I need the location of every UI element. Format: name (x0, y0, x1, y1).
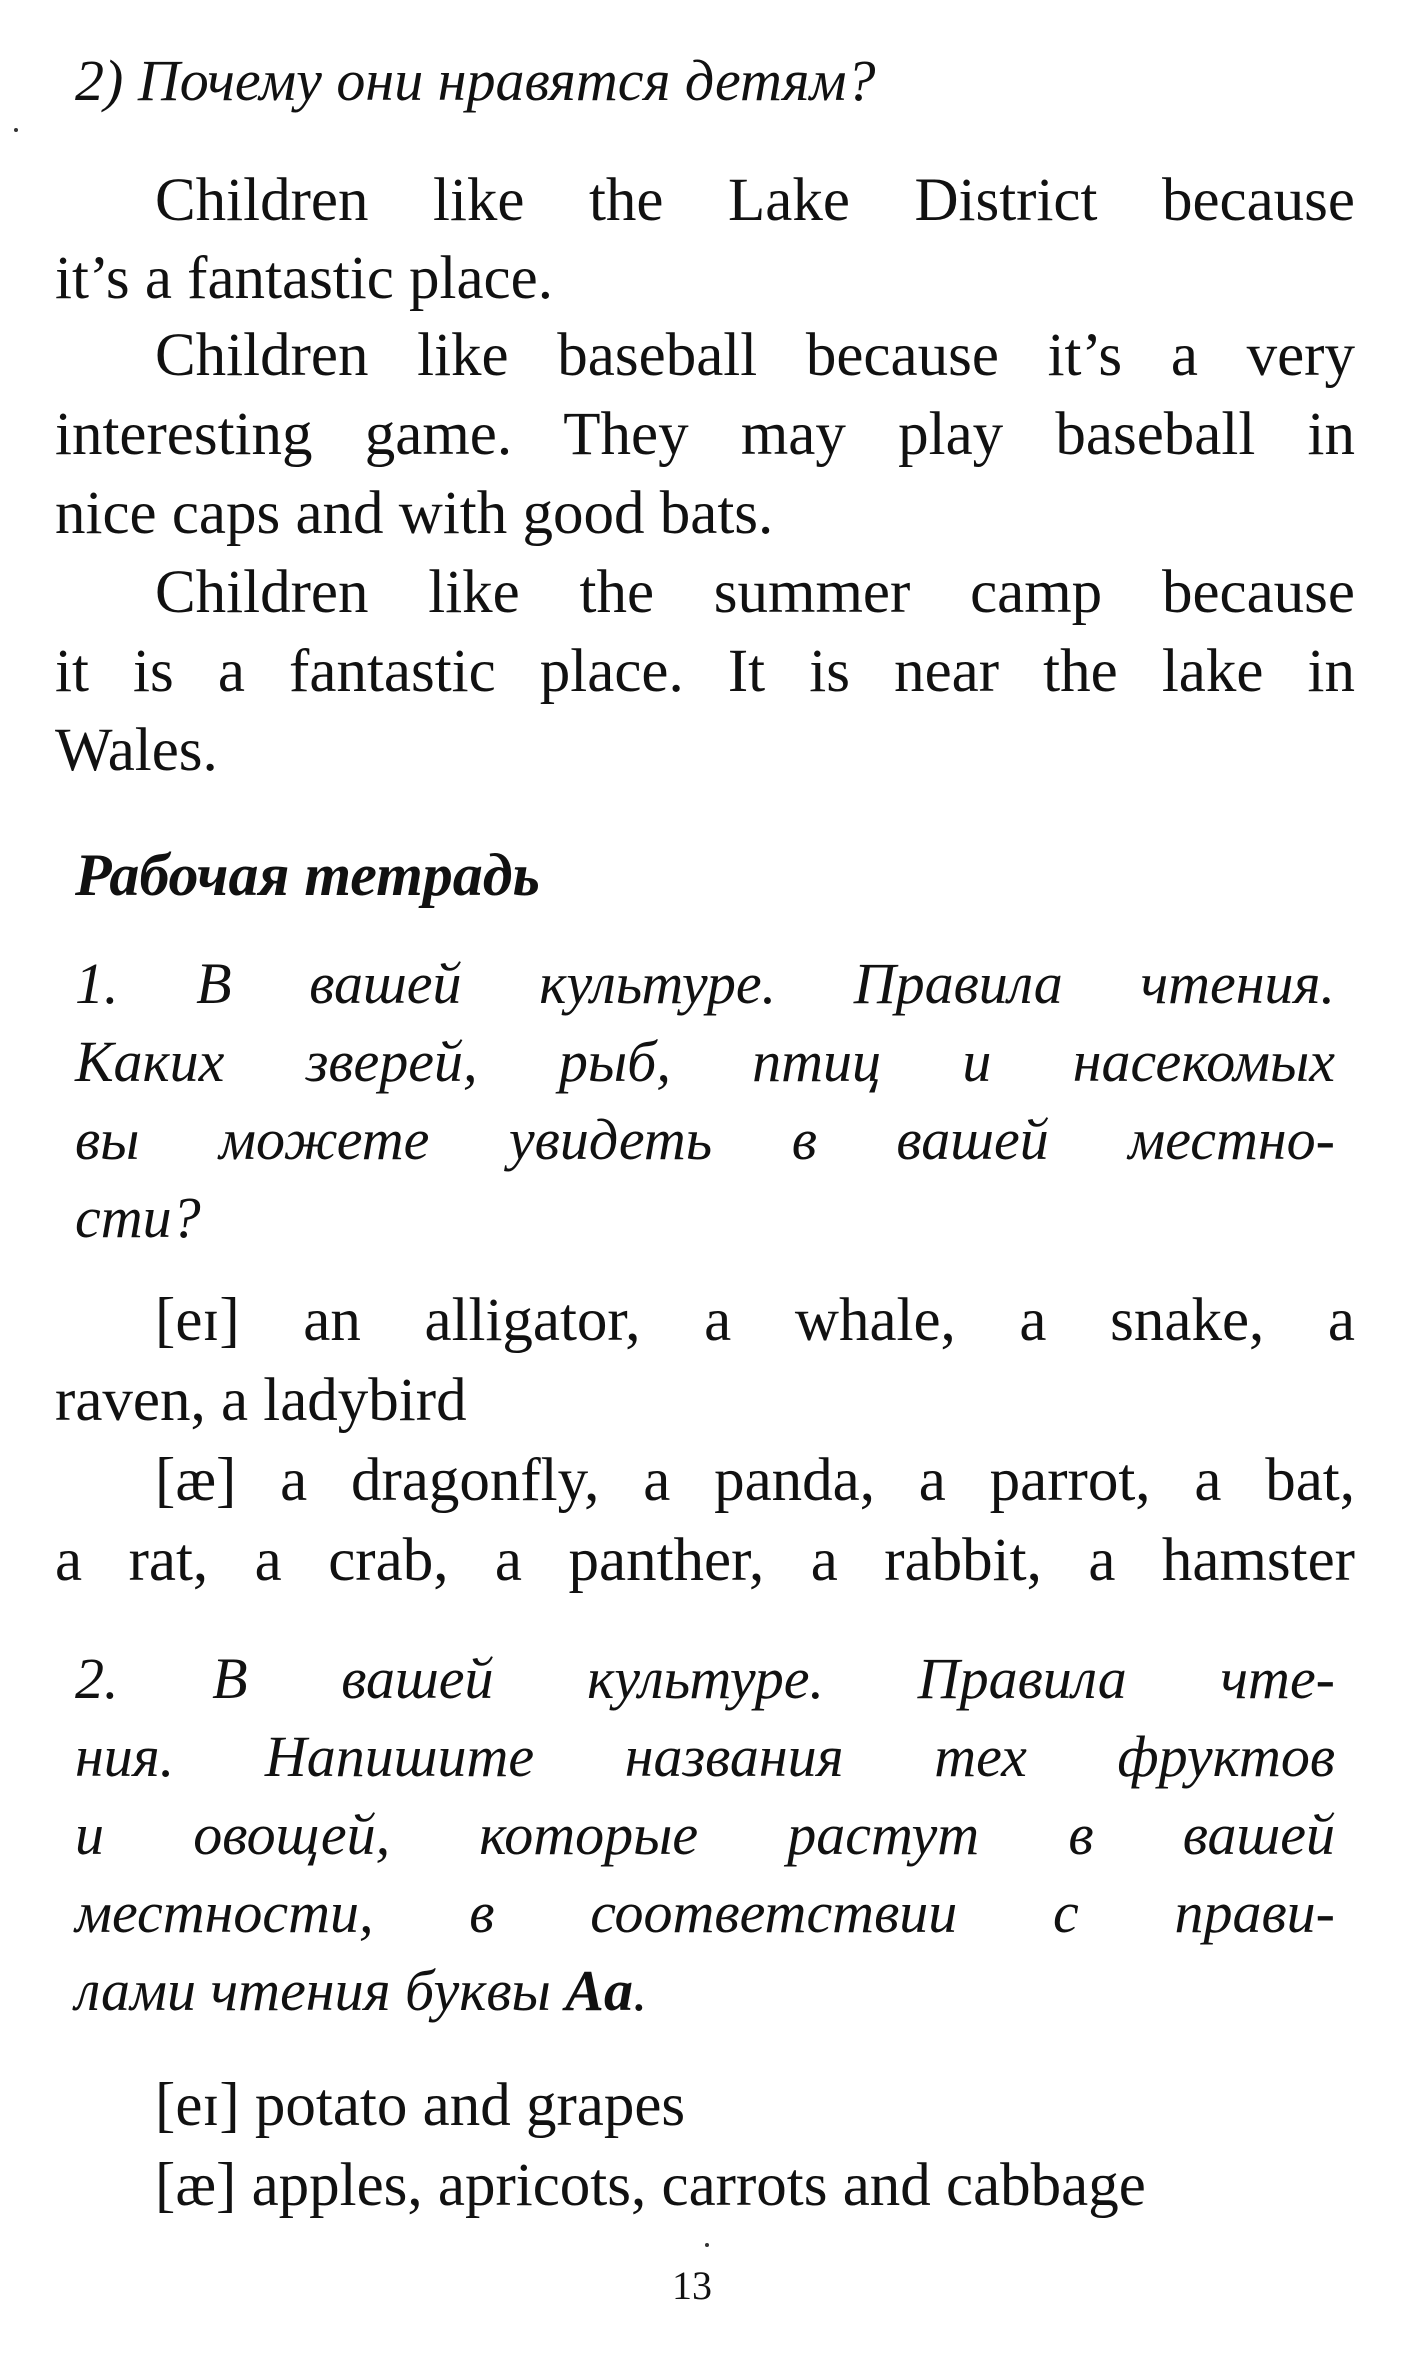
task-2-line: местности, в соответствии с прави- (75, 1880, 1335, 1945)
paragraph-line: Children like baseball because it’s a very (155, 322, 1355, 389)
task-1-line: Каких зверей, рыб, птиц и насекомых (75, 1029, 1335, 1094)
answer-ae-line: [æ] apples, apricots, carrots and cabbage (155, 2152, 1146, 2219)
answer-ae-line: a rat, a crab, a panther, a rabbit, a hamster (55, 1527, 1355, 1594)
task-2-line: 2. В вашей культуре. Правила чте- (75, 1646, 1335, 1711)
paragraph-line: Children like the Lake District because (155, 167, 1355, 234)
task-1-line: вы можете увидеть в вашей местно- (75, 1107, 1335, 1172)
task-2-line: ния. Напишите названия тех фруктов (75, 1724, 1335, 1789)
task-2-line: и овощей, которые растут в вашей (75, 1802, 1335, 1867)
paragraph-line: Children like the summer camp because (155, 559, 1355, 626)
answer-ei-line: raven, a ladybird (55, 1367, 467, 1434)
question-2-title: 2) Почему они нравятся детям? (75, 48, 876, 113)
answer-ei-line: [eɪ] potato and grapes (155, 2072, 686, 2139)
paragraph-line: it’s a fantastic place. (55, 245, 553, 312)
task-1-line: сти? (75, 1185, 201, 1250)
paragraph-line: Wales. (55, 717, 218, 784)
task-2-last-line-end: . (632, 1958, 648, 2023)
answer-ae-line: [æ] a dragonfly, a panda, a parrot, a bat, (155, 1447, 1355, 1514)
task-1-line: 1. В вашей культуре. Правила чтения. (75, 951, 1335, 1016)
letter-aa: Aa (565, 1958, 633, 2023)
scan-speck (14, 128, 18, 132)
page-number: 13 (672, 2263, 712, 2308)
paragraph-line: interesting game. They may play baseball in (55, 401, 1355, 468)
workbook-heading: Рабочая тетрадь (75, 842, 540, 908)
task-2-last-line (75, 1958, 648, 2023)
task-2-last-line-text: лами чтения буквы (75, 1958, 566, 2023)
paragraph-line: it is a fantastic place. It is near the lake in (55, 638, 1355, 705)
answer-ei-line: [eɪ] an alligator, a whale, a snake, a (155, 1287, 1355, 1354)
scan-speck (705, 2243, 709, 2247)
paragraph-line: nice caps and with good bats. (55, 480, 774, 547)
